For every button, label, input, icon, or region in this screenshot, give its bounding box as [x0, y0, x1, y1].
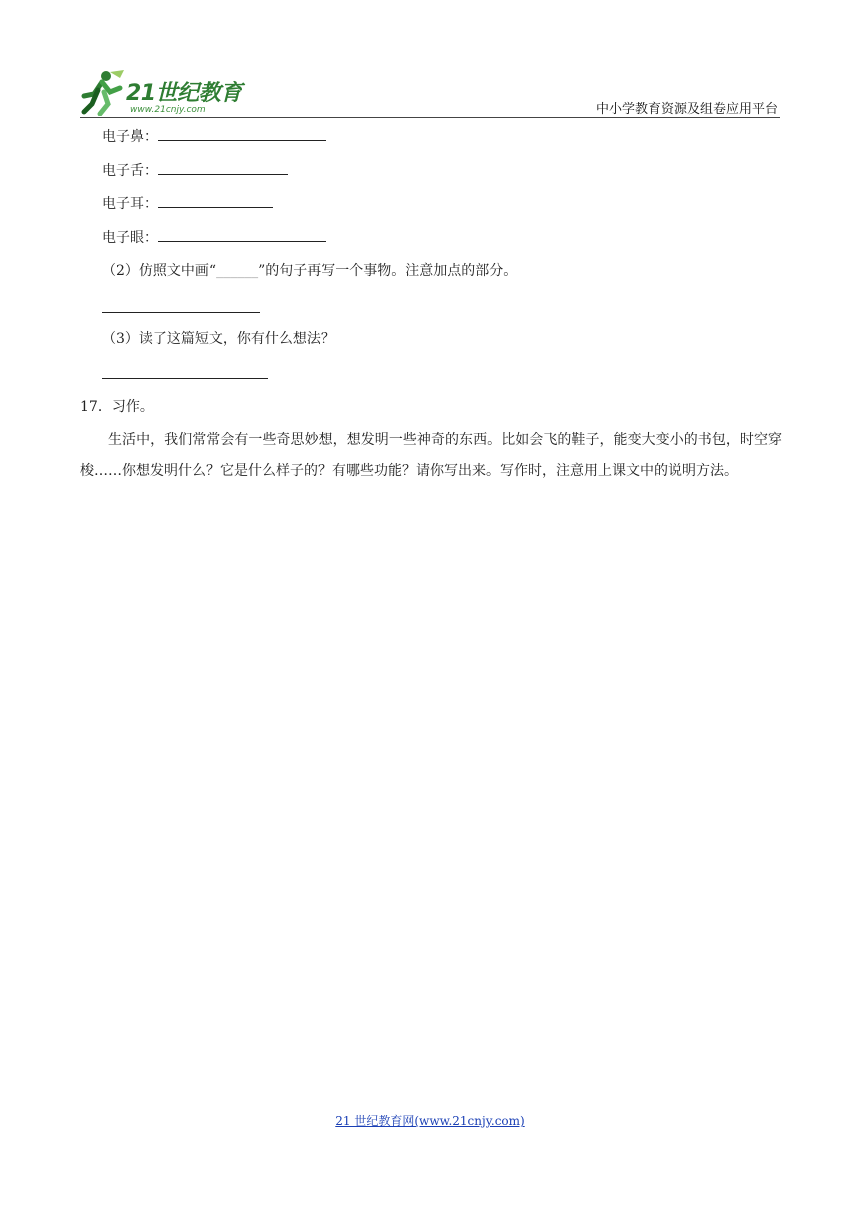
- item-electronic-tongue: [102, 160, 288, 181]
- item-label: 电子鼻：: [102, 129, 158, 145]
- answer-blank[interactable]: [158, 227, 326, 242]
- item-electronic-ear: [102, 193, 273, 214]
- item-label: 电子耳：: [102, 196, 158, 212]
- logo-url: www.21cnjy.com: [130, 105, 206, 115]
- item-electronic-eye: [102, 227, 326, 248]
- item-electronic-nose: [102, 126, 326, 147]
- page-footer: [0, 1112, 860, 1129]
- question-17-title: 17．习作。: [80, 399, 154, 415]
- question-2: [102, 261, 517, 281]
- answer-blank[interactable]: [158, 160, 288, 175]
- runner-logo-icon: [80, 68, 128, 116]
- answer-line-q3[interactable]: [102, 378, 268, 379]
- question-2-prefix: （2）仿照文中画“: [102, 263, 217, 279]
- header-divider: [80, 117, 780, 118]
- answer-blank[interactable]: [158, 193, 273, 208]
- answer-blank[interactable]: [158, 126, 326, 141]
- site-logo: [80, 68, 260, 118]
- question-2-underline-sample: ______: [216, 263, 259, 279]
- page-header: [80, 64, 780, 118]
- question-17-body: 生活中，我们常常会有一些奇思妙想，想发明一些神奇的东西。比如会飞的鞋子，能变大变小的书包，时空穿梭……你想发明什么？它是什么样子的？有哪些功能？请你写出来。写作时，注意用上课文中的说明方法。: [80, 432, 782, 479]
- item-label: 电子眼：: [102, 230, 158, 246]
- footer-link[interactable]: 21 世纪教育网(www.21cnjy.com): [335, 1114, 525, 1128]
- platform-name: 中小学教育资源及组卷应用平台: [595, 102, 778, 117]
- answer-line-q2[interactable]: [102, 312, 260, 313]
- logo-text: 21世纪教育: [126, 81, 242, 106]
- question-3: （3）读了这篇短文，你有什么想法？: [102, 331, 335, 347]
- item-label: 电子舌：: [102, 163, 158, 179]
- question-2-suffix: ”的句子再写一个事物。注意加点的部分。: [258, 263, 518, 279]
